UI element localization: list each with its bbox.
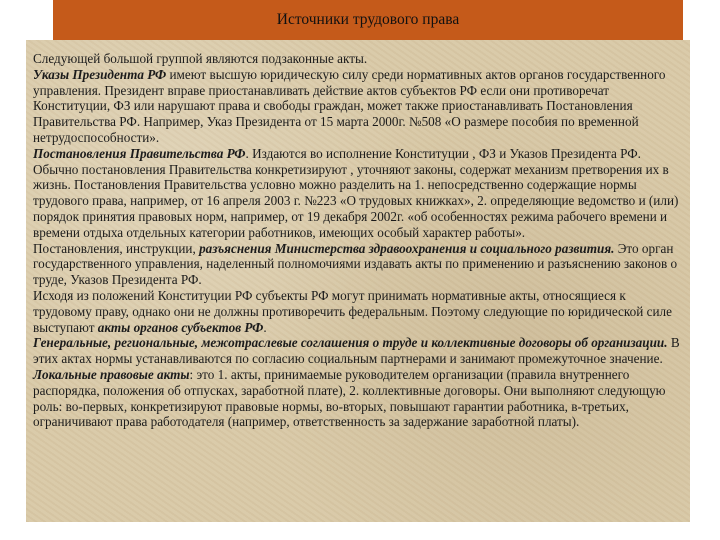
paragraph	[33, 146, 681, 241]
emphasis-text: Генеральные, региональные, межотраслевые соглашения о труде и коллективные договоры об организации.	[33, 335, 668, 351]
slide-text	[33, 51, 681, 430]
body-text: Постановления, инструкции,	[33, 240, 200, 256]
body-text: . Издаются во исполнение Конституции , ФЗ и Указов Президента РФ. Обычно постановления Правительства конкретизируют , уточняют законы, содержат механизм претворения их в жизнь. Постановления Правительства условно можно разделить на 1. непосредственно содержащие нормы трудового права, например, от 16 апреля 2003 г. №223 «О трудовых книжках», 2. определяющие ведомство и (или) порядок принятия правовых норм, например, от 19 декабря 2002г. «об особенностях режима рабочего времени и времени отдыха отдельных категории работников, имеющих особый характер работы».	[33, 145, 679, 240]
emphasis-text: Указы Президента РФ	[33, 66, 167, 82]
title-bar	[53, 0, 683, 40]
body-text: Исходя из положений Конституции РФ субъекты РФ могут принимать нормативные акты, относящиеся к трудовому праву, однако они не должны противоречить федеральным. Поэтому следующие по юридической силе выступают	[33, 287, 672, 335]
paragraph	[33, 367, 681, 430]
body-text: имеют высшую юридическую силу среди нормативных актов органов государственного управления. Президент вправе приостанавливать действие актов субъектов РФ если они противоречат Конституции, ФЗ или нарушают права и свободы граждан, может также приостанавливать Постановления Правительства РФ. Например, Указ Президента от 15 марта 2000г. №508 «О размере пособия по временной нетрудоспособности».	[33, 66, 666, 145]
paragraph	[33, 288, 681, 335]
body-text: Это орган государственного управления, наделенный полномочиями издавать акты по применению и разъяснению законов о труде, Указов Президента РФ.	[33, 240, 678, 288]
emphasis-text: разъяснения Министерства здравоохранения и социального развития.	[199, 240, 615, 256]
body-text: Следующей большой группой являются подзаконные акты.	[33, 51, 368, 66]
paragraph	[33, 51, 681, 67]
paragraph	[33, 67, 681, 146]
emphasis-text: акты органов субъектов РФ	[97, 319, 264, 335]
paragraph	[33, 241, 681, 288]
body-text: .	[263, 319, 267, 335]
body-text: В этих актах нормы устанавливаются по согласию социальным партнерами и занимают промежуточное значение.	[33, 335, 680, 367]
emphasis-text: Постановления Правительства РФ	[33, 145, 246, 161]
body-text: : это 1. акты, принимаемые руководителем организации (правила внутреннего распорядка, положения об отпусках, заработной плате), 2. коллективные договоры. Они выполняют следующую роль: во-первых, конкретизируют правовые нормы, во-вторых, повышают гарантии работника, в-третьих, ограничивают права работодателя (например, ответственность за задержание заработной платы).	[33, 366, 666, 430]
paragraph	[33, 335, 681, 367]
slide-title: Источники трудового права	[276, 11, 460, 28]
emphasis-text: Локальные правовые акты	[33, 366, 190, 382]
